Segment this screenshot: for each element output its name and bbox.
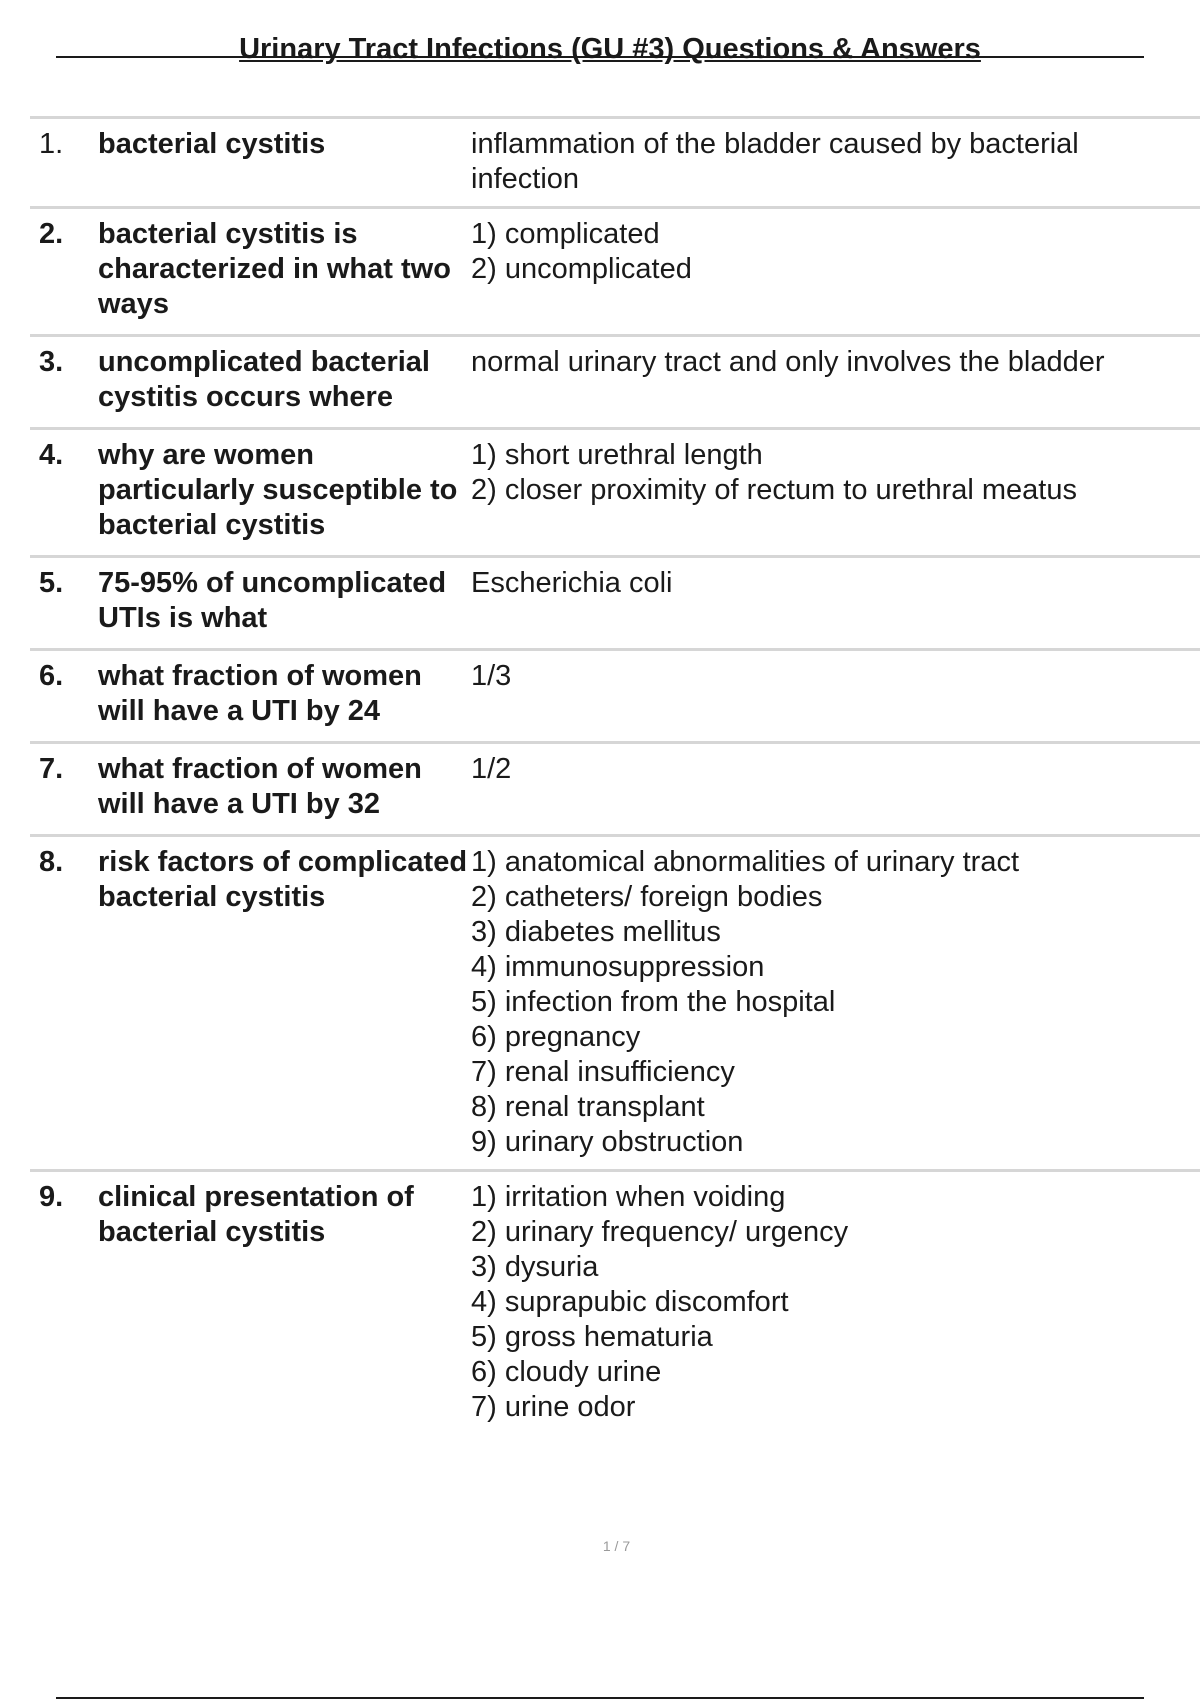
answer-line: inflammation of the bladder caused by bacterial xyxy=(471,128,1079,160)
answer-line: 7) renal insufficiency xyxy=(471,1056,735,1088)
answer-line: normal urinary tract and only involves the bladder xyxy=(471,346,1105,378)
question-text: uncomplicated bacterial cystitis occurs where xyxy=(98,346,430,413)
answer-text xyxy=(471,1180,1191,1425)
answer-line: 1/3 xyxy=(471,660,512,692)
answer-line: 5) infection from the hospital xyxy=(471,986,836,1018)
answer-line: 1) complicated xyxy=(471,218,660,250)
answer-line: 6) pregnancy xyxy=(471,1021,641,1053)
question-number: 7. xyxy=(39,753,64,785)
question-text: risk factors of complicated bacterial cystitis xyxy=(98,846,468,913)
answer-line: 7) urine odor xyxy=(471,1391,636,1423)
question-number: 8. xyxy=(39,846,64,878)
answer-line: 6) cloudy urine xyxy=(471,1356,662,1388)
question-number: 5. xyxy=(39,567,64,599)
qa-row xyxy=(30,116,1200,206)
answer-line: 8) renal transplant xyxy=(471,1091,705,1123)
answer-line: 2) uncomplicated xyxy=(471,253,692,285)
qa-row xyxy=(30,1169,1200,1434)
answer-line: Escherichia coli xyxy=(471,567,673,599)
question-text: what fraction of women will have a UTI by 32 xyxy=(98,753,422,820)
answer-line: 1) irritation when voiding xyxy=(471,1181,786,1213)
question-text: 75-95% of uncomplicated UTIs is what xyxy=(98,567,447,634)
answer-line: 2) urinary frequency/ urgency xyxy=(471,1216,849,1248)
question-text: bacterial cystitis is characterized in what two ways xyxy=(98,218,451,320)
question-text: clinical presentation of bacterial cystitis xyxy=(98,1181,414,1248)
bottom-rule xyxy=(56,1697,1144,1699)
qa-row xyxy=(30,206,1200,334)
answer-text xyxy=(471,566,1191,601)
answer-text xyxy=(471,659,1191,694)
answer-text xyxy=(471,845,1191,1160)
answer-text xyxy=(471,127,1191,197)
qa-row xyxy=(30,834,1200,1169)
question-number: 3. xyxy=(39,346,64,378)
qa-row xyxy=(30,648,1200,741)
question-number: 6. xyxy=(39,660,64,692)
answer-line: 3) diabetes mellitus xyxy=(471,916,721,948)
answer-line: infection xyxy=(471,163,580,195)
answer-line: 9) urinary obstruction xyxy=(471,1126,744,1158)
question-text: why are women particularly susceptible to bacterial cystitis xyxy=(98,439,458,541)
question-number: 2. xyxy=(39,218,64,250)
answer-line: 1) anatomical abnormalities of urinary tract xyxy=(471,846,1020,878)
answer-text xyxy=(471,345,1191,380)
answer-text xyxy=(471,752,1191,787)
document-header xyxy=(56,30,1144,70)
qa-row xyxy=(30,427,1200,555)
qa-list xyxy=(30,116,1200,1434)
page-title: Urinary Tract Infections (GU #3) Questions & Answers xyxy=(239,33,981,65)
answer-line: 4) suprapubic discomfort xyxy=(471,1286,789,1318)
answer-line: 4) immunosuppression xyxy=(471,951,765,983)
answer-line: 3) dysuria xyxy=(471,1251,599,1283)
question-text: bacterial cystitis xyxy=(98,128,326,160)
qa-row xyxy=(30,741,1200,834)
answer-line: 5) gross hematuria xyxy=(471,1321,713,1353)
page-indicator: 1 / 7 xyxy=(602,1538,631,1554)
answer-line: 2) catheters/ foreign bodies xyxy=(471,881,823,913)
answer-text xyxy=(471,217,1191,287)
qa-row xyxy=(30,555,1200,648)
answer-text xyxy=(471,438,1191,508)
answer-line: 1) short urethral length xyxy=(471,439,763,471)
question-number: 1. xyxy=(39,128,64,160)
question-number: 4. xyxy=(39,439,64,471)
question-text: what fraction of women will have a UTI by 24 xyxy=(98,660,422,727)
answer-line: 2) closer proximity of rectum to urethral meatus xyxy=(471,474,1077,506)
answer-line: 1/2 xyxy=(471,753,512,785)
qa-row xyxy=(30,334,1200,427)
question-number: 9. xyxy=(39,1181,64,1213)
